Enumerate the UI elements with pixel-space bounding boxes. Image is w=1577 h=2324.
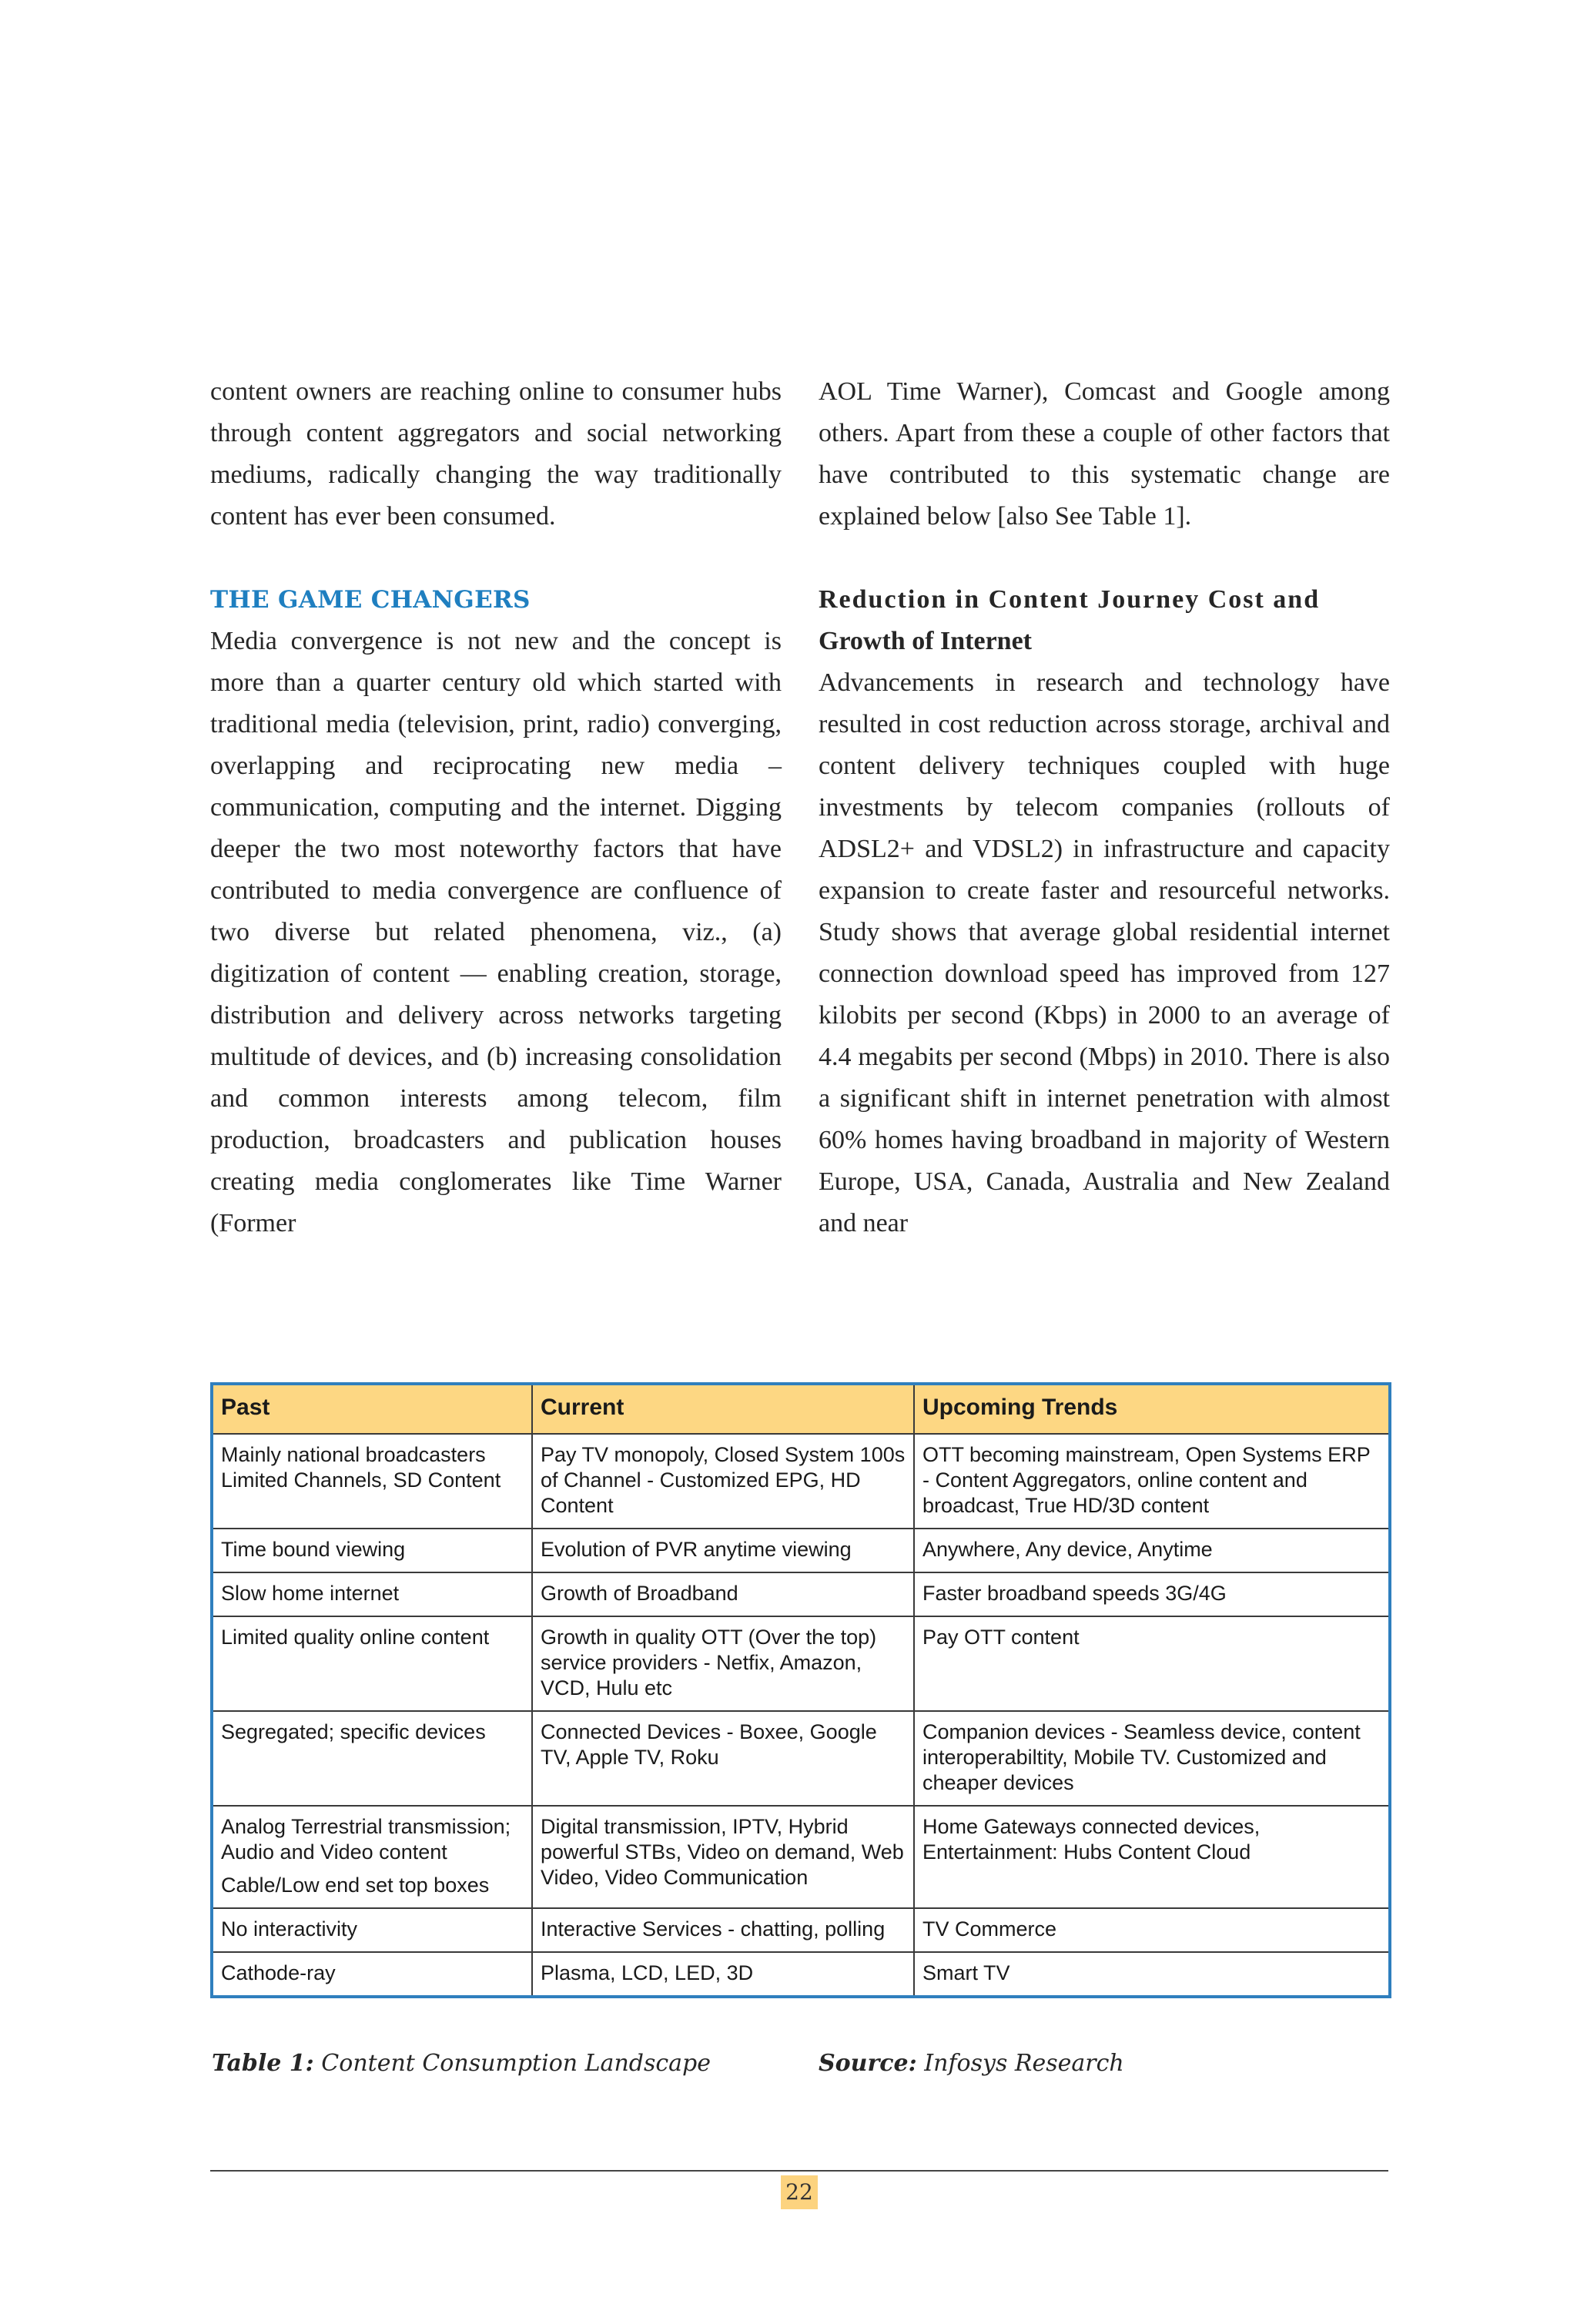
content-consumption-table <box>210 1382 1391 1998</box>
table-cell: Evolution of PVR anytime viewing <box>532 1529 914 1572</box>
table-cell: Smart TV <box>914 1952 1390 1997</box>
table-cell: Segregated; specific devices <box>212 1711 532 1806</box>
table-cell: Anywhere, Any device, Anytime <box>914 1529 1390 1572</box>
table-cell: Plasma, LCD, LED, 3D <box>532 1952 914 1997</box>
table-row <box>212 1711 1390 1806</box>
subsection-heading-line1: Reduction in Content Journey Cost and <box>819 585 1321 614</box>
caption-title: Content Consumption Landscape <box>321 2050 711 2077</box>
table-row <box>212 1529 1390 1572</box>
footer-divider <box>210 2170 1388 2172</box>
table-row <box>212 1616 1390 1711</box>
section-heading: THE GAME CHANGERS <box>210 586 531 614</box>
cell-line: Cable/Low end set top boxes <box>221 1874 490 1897</box>
subsection-heading-line2: Growth of Internet <box>819 627 1032 655</box>
table-row <box>212 1952 1390 1997</box>
header-upcoming-trends: Upcoming Trends <box>914 1384 1390 1434</box>
table-source <box>819 2050 1124 2077</box>
page-number: 22 <box>781 2175 818 2209</box>
left-column <box>210 371 782 1244</box>
right-body-paragraph: Advancements in research and technology have resulted in cost reduction across storage, archival and content delivery techniques coupled with huge investments by telecom companies (rollouts of ADSL2+ and VDSL2) in infrastructure and capacity expansion to create faster and resourceful networks. Study shows that average global residential internet connection download speed has improved from 127 kilobits per second (Kbps) in 2000 to an average of 4.4 megabits per second (Mbps) in 2010. There is also a significant shift in internet penetration with almost 60% homes having broadband in majority of Western Europe, USA, Canada, Australia and New Zealand and near <box>819 668 1390 1237</box>
table-cell: Digital transmission, IPTV, Hybrid powerful STBs, Video on demand, Web Video, Video Communication <box>532 1806 914 1908</box>
header-current: Current <box>532 1384 914 1434</box>
header-past: Past <box>212 1384 532 1434</box>
table-cell: Pay OTT content <box>914 1616 1390 1711</box>
table-header-row <box>212 1384 1390 1434</box>
table-row <box>212 1908 1390 1952</box>
source-text: Infosys Research <box>924 2050 1124 2077</box>
subsection-heading <box>819 579 1390 662</box>
table-cell: Faster broadband speeds 3G/4G <box>914 1572 1390 1616</box>
left-body-paragraph: Media convergence is not new and the concept is more than a quarter century old which started with traditional media (television, print, radio) converging, overlapping and reciprocating new media – communication, computing and the internet. Digging deeper the two most noteworthy factors that have contributed to media convergence are confluence of two diverse but related phenomena, viz., (a) digitization of content — enabling creation, storage, distribution and delivery across networks targeting multitude of devices, and (b) increasing consolidation and common interests among telecom, film production, broadcasters and publication houses creating media conglomerates like Time Warner (Former <box>210 627 782 1237</box>
table-cell: No interactivity <box>212 1908 532 1952</box>
source-label: Source: <box>819 2050 917 2077</box>
table-cell: Slow home internet <box>212 1572 532 1616</box>
table-cell: Time bound viewing <box>212 1529 532 1572</box>
table-row <box>212 1572 1390 1616</box>
table-cell: Cathode-ray <box>212 1952 532 1997</box>
table-caption <box>212 2050 711 2077</box>
right-column <box>819 371 1390 1244</box>
table-cell: Connected Devices - Boxee, Google TV, Apple TV, Roku <box>532 1711 914 1806</box>
table-cell: Mainly national broadcasters Limited Channels, SD Content <box>212 1434 532 1529</box>
table-cell: Home Gateways connected devices, Entertainment: Hubs Content Cloud <box>914 1806 1390 1908</box>
table-cell: TV Commerce <box>914 1908 1390 1952</box>
table-cell: Interactive Services - chatting, polling <box>532 1908 914 1952</box>
right-intro-paragraph: AOL Time Warner), Comcast and Google among others. Apart from these a couple of other factors that have contributed to this systematic change are explained below [also See Table 1]. <box>819 377 1390 531</box>
table-row <box>212 1806 1390 1908</box>
left-intro-paragraph: content owners are reaching online to consumer hubs through content aggregators and social networking mediums, radically changing the way traditionally content has ever been consumed. <box>210 377 782 531</box>
table-row <box>212 1434 1390 1529</box>
table-cell: OTT becoming mainstream, Open Systems ERP - Content Aggregators, online content and broadcast, True HD/3D content <box>914 1434 1390 1529</box>
table-cell: Limited quality online content <box>212 1616 532 1711</box>
table-cell: Pay TV monopoly, Closed System 100s of Channel - Customized EPG, HD Content <box>532 1434 914 1529</box>
table-cell: Growth of Broadband <box>532 1572 914 1616</box>
table-cell: Growth in quality OTT (Over the top) service providers - Netfix, Amazon, VCD, Hulu etc <box>532 1616 914 1711</box>
cell-line: Analog Terrestrial transmission; Audio and Video content <box>221 1815 511 1864</box>
table-cell: Companion devices - Seamless device, content interoperabiltity, Mobile TV. Customized and cheaper devices <box>914 1711 1390 1806</box>
caption-label: Table 1: <box>212 2050 314 2077</box>
table-cell <box>212 1806 532 1908</box>
